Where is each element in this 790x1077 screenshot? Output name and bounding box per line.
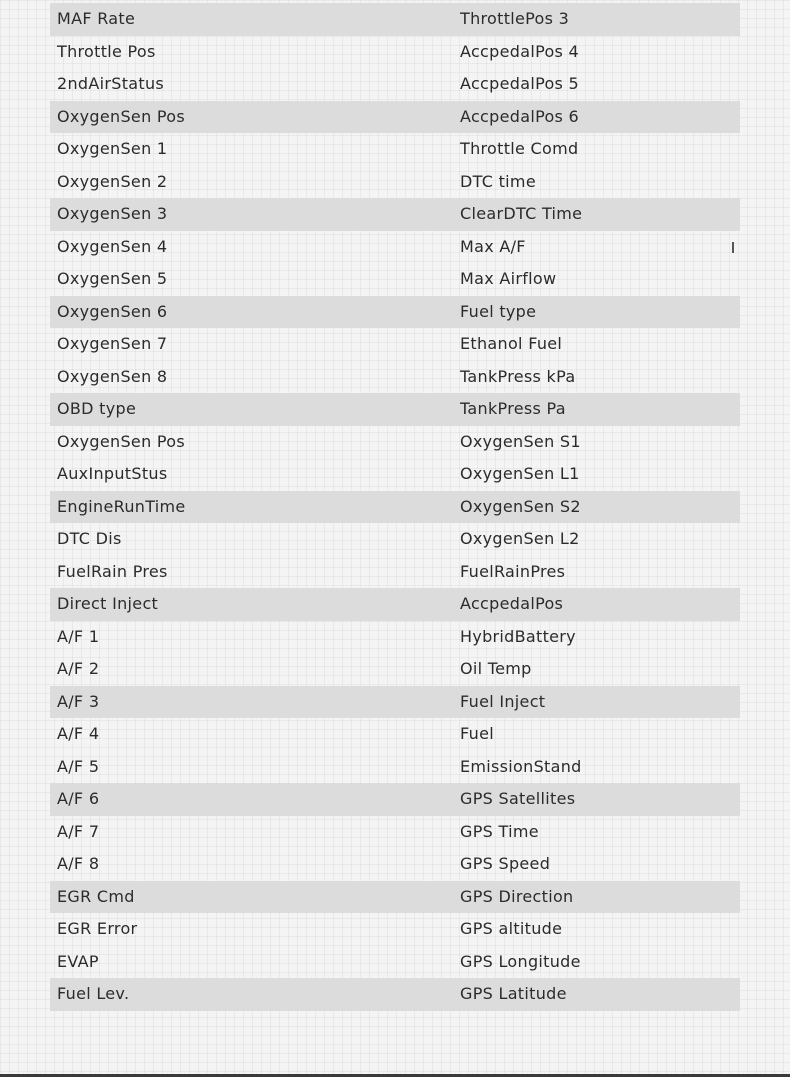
parameter-name-right: Ethanol Fuel [460,334,563,353]
table-row [50,816,740,849]
table-row [50,296,740,329]
parameter-name-right: Max Airflow [460,269,557,288]
parameter-name-right: OxygenSen L1 [460,464,580,483]
table-row [50,946,740,979]
parameter-name-right: GPS Time [460,821,539,841]
parameter-name-left: AuxInputStus [57,464,168,483]
parameter-name-right: DTC time [460,171,536,191]
table-row [50,978,740,1011]
parameter-name-right: GPS Direction [460,886,574,906]
parameter-name-left: EGR Error [57,919,138,938]
table-row [50,881,740,914]
parameter-name-right: OxygenSen S2 [460,496,581,516]
parameter-name-right: Fuel [460,724,494,743]
parameter-name-left: A/F 6 [57,789,100,808]
table-row [50,913,740,946]
parameter-name-right: ClearDTC Time [460,204,583,223]
parameter-name-left: EngineRunTime [57,496,186,516]
parameter-name-left: 2ndAirStatus [57,74,165,93]
parameter-name-right: GPS Speed [460,854,551,873]
table-row [50,426,740,459]
parameter-name-left: A/F 3 [57,691,100,711]
parameter-name-right: OxygenSen S1 [460,431,581,451]
table-row [50,361,740,394]
parameter-table [50,3,740,1011]
parameter-name-right: Throttle Comd [460,139,579,158]
parameter-name-left: OxygenSen 1 [57,139,168,158]
parameter-name-left: OxygenSen 4 [57,236,168,256]
parameter-name-right: Max A/F [460,236,526,256]
parameter-name-right: GPS altitude [460,919,563,938]
parameter-name-left: Throttle Pos [57,41,156,61]
table-row [50,848,740,881]
parameter-name-left: DTC Dis [57,529,122,548]
parameter-name-left: OxygenSen 5 [57,269,168,288]
table-row [50,263,740,296]
parameter-name-left: Direct Inject [57,594,159,613]
table-row [50,36,740,69]
table-row [50,621,740,654]
parameter-name-right: GPS Satellites [460,789,576,808]
edge-mark [732,242,734,253]
table-row [50,718,740,751]
parameter-name-right: TankPress kPa [460,366,576,386]
table-row [50,588,740,621]
parameter-name-right: ThrottlePos 3 [460,9,570,28]
parameter-name-left: A/F 5 [57,756,100,776]
parameter-name-left: EVAP [57,951,99,971]
table-row [50,393,740,426]
parameter-name-left: A/F 1 [57,626,100,646]
parameter-name-left: OxygenSen 2 [57,171,168,191]
parameter-name-left: EGR Cmd [57,886,135,906]
table-row [50,68,740,101]
parameter-name-left: MAF Rate [57,9,136,28]
table-row [50,491,740,524]
parameter-name-left: FuelRain Pres [57,561,168,581]
parameter-name-left: OxygenSen 3 [57,204,168,223]
table-row [50,198,740,231]
table-row [50,686,740,719]
table-row [50,458,740,491]
parameter-name-left: A/F 4 [57,724,100,743]
parameter-name-left: OxygenSen Pos [57,106,186,126]
parameter-name-left: OxygenSen Pos [57,431,186,451]
parameter-name-right: AccpedalPos 4 [460,41,580,61]
parameter-name-left: OxygenSen 7 [57,334,168,353]
parameter-name-left: A/F 8 [57,854,100,873]
table-row [50,653,740,686]
table-row [50,133,740,166]
table-row [50,523,740,556]
parameter-name-right: Fuel Inject [460,691,546,711]
table-row [50,783,740,816]
table-row [50,3,740,36]
parameter-name-right: AccpedalPos 6 [460,106,580,126]
parameter-name-left: OxygenSen 8 [57,366,168,386]
parameter-name-left: OxygenSen 6 [57,301,168,321]
table-row [50,751,740,784]
parameter-name-right: TankPress Pa [460,399,566,418]
table-row [50,556,740,589]
parameter-name-right: AccpedalPos 5 [460,74,580,93]
table-row [50,231,740,264]
parameter-name-right: HybridBattery [460,626,576,646]
table-row [50,101,740,134]
parameter-name-right: Oil Temp [460,659,532,678]
parameter-name-left: A/F 2 [57,659,100,678]
parameter-name-right: GPS Longitude [460,951,581,971]
parameter-name-right: GPS Latitude [460,984,567,1003]
table-row [50,166,740,199]
parameter-name-left: A/F 7 [57,821,100,841]
parameter-name-left: Fuel Lev. [57,984,130,1003]
parameter-name-right: Fuel type [460,301,537,321]
parameter-name-left: OBD type [57,399,137,418]
parameter-name-right: FuelRainPres [460,561,566,581]
parameter-name-right: EmissionStand [460,756,582,776]
table-row [50,328,740,361]
parameter-name-right: AccpedalPos [460,594,564,613]
parameter-name-right: OxygenSen L2 [460,529,580,548]
